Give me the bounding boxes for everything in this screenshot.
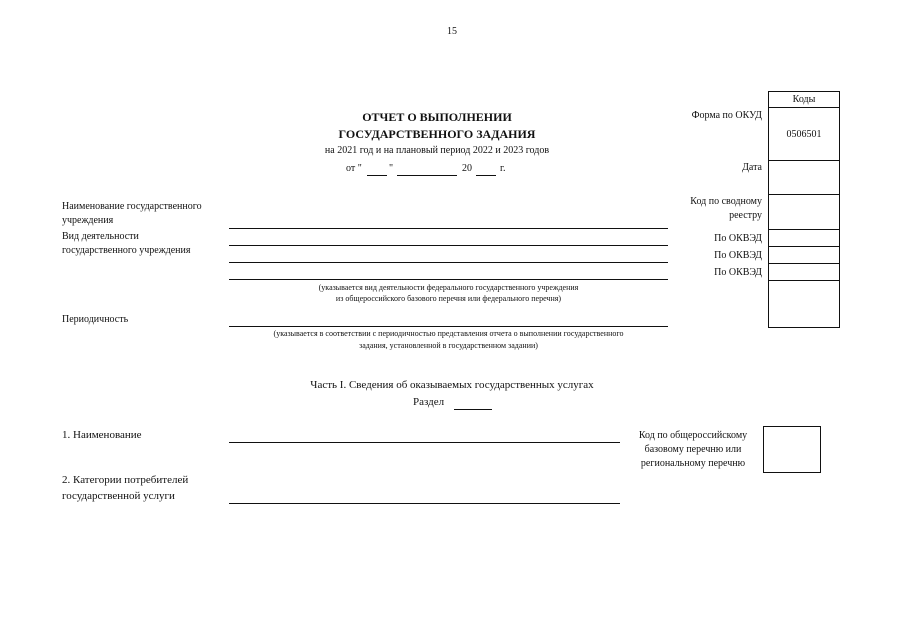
codes-divider (768, 263, 840, 264)
section-label: Раздел (413, 396, 445, 408)
activity-label-line1: Вид деятельности (62, 231, 139, 242)
service-name-label: 1. Наименование (62, 429, 142, 441)
periodicity-note-line2: задания, установленной в государственном задании) (359, 341, 538, 350)
activity-note-line2: из общероссийского базового перечня или федерального перечня) (335, 294, 562, 303)
activity-note-line1: (указывается вид деятельности федерального государственного учреждения (318, 283, 579, 292)
report-period: на 2021 год и на плановый период 2022 и 2023 годов (324, 145, 550, 156)
okud-code-value[interactable]: 0506501 (786, 129, 822, 140)
section-number-field[interactable] (454, 409, 492, 410)
date-code-label: Дата (742, 162, 762, 173)
codes-divider (768, 160, 840, 161)
part-heading: Часть I. Сведения об оказываемых государственных услугах (310, 379, 594, 391)
service-code-label-line2: базовому перечню или (644, 444, 742, 455)
reestr-label-line1: Код по сводному (690, 196, 762, 207)
date-year-suffix: г. (500, 163, 506, 174)
date-prefix: от " (346, 163, 362, 174)
codes-divider (768, 280, 840, 281)
okved-label-3: По ОКВЭД (714, 267, 762, 278)
report-title-line2: ГОСУДАРСТВЕННОГО ЗАДАНИЯ (338, 127, 536, 141)
activity-label-line2: государственного учреждения (62, 245, 191, 256)
periodicity-label: Периодичность (62, 314, 129, 325)
reestr-label-line2: реестру (729, 210, 762, 221)
institution-name-label-line1: Наименование государственного (62, 201, 202, 212)
report-title-line1: ОТЧЕТ О ВЫПОЛНЕНИИ (362, 110, 512, 124)
date-year-field[interactable] (476, 175, 496, 176)
consumer-category-label-line2: государственной услуги (62, 490, 175, 502)
institution-name-label-line2: учреждения (62, 215, 114, 226)
periodicity-field[interactable] (229, 326, 668, 327)
codes-divider (768, 229, 840, 230)
service-code-label-line3: региональному перечню (640, 458, 746, 469)
institution-name-field[interactable] (229, 228, 668, 229)
codes-header: Коды (792, 94, 816, 105)
activity-field-line2[interactable] (229, 262, 668, 263)
okved-label-1: По ОКВЭД (714, 233, 762, 244)
codes-divider (768, 246, 840, 247)
service-name-field[interactable] (229, 442, 620, 443)
service-code-label-line1: Код по общероссийскому (638, 430, 748, 441)
activity-field-line1[interactable] (229, 245, 668, 246)
consumer-category-label-line1: 2. Категории потребителей (62, 474, 189, 486)
date-day-field[interactable] (367, 175, 387, 176)
okved-label-2: По ОКВЭД (714, 250, 762, 261)
codes-divider (768, 194, 840, 195)
date-quote: " (389, 163, 394, 174)
date-month-field[interactable] (397, 175, 457, 176)
codes-divider (768, 107, 840, 108)
date-year-prefix: 20 (462, 163, 472, 174)
codes-table-frame (768, 91, 840, 328)
okud-label: Форма по ОКУД (691, 110, 762, 121)
activity-field-line3[interactable] (229, 279, 668, 280)
periodicity-note-line1: (указывается в соответствии с периодичностью представления отчета о выполнении государственного (273, 329, 624, 338)
consumer-category-field[interactable] (229, 503, 620, 504)
service-code-box[interactable] (763, 426, 821, 473)
page-number: 15 (447, 26, 457, 37)
